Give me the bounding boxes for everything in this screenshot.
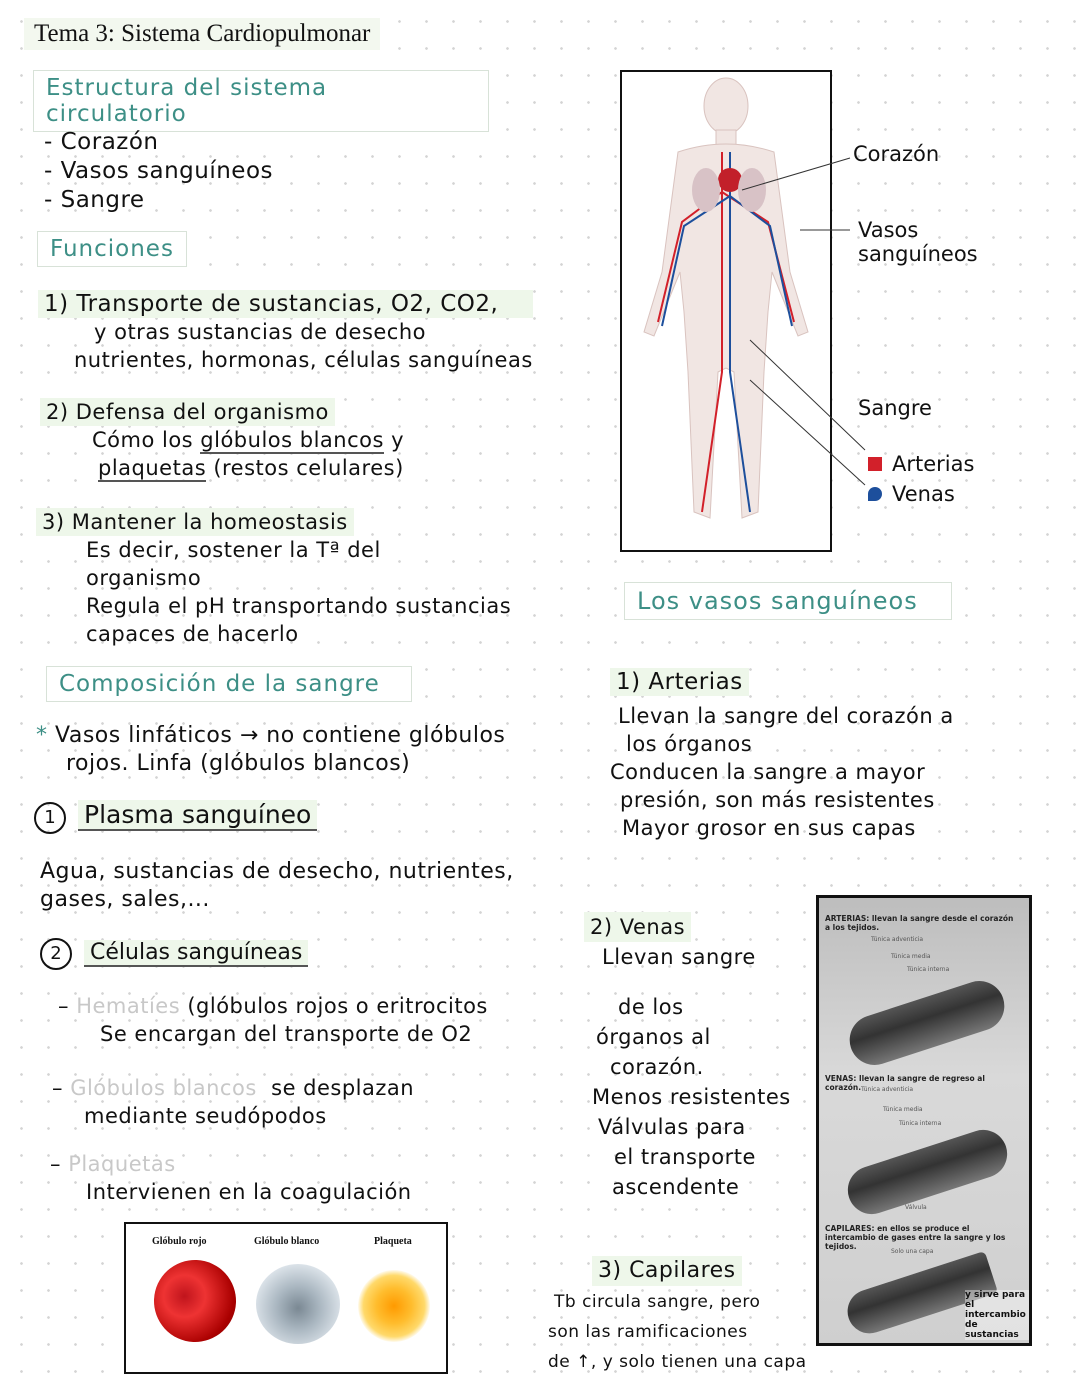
blood-vessels-image xyxy=(816,895,1032,1346)
arterias-section xyxy=(610,668,954,842)
number-badge: 1 xyxy=(34,802,66,834)
plasma-text xyxy=(40,858,514,914)
vasos-heading: Los vasos sanguíneos xyxy=(624,582,952,620)
funcion-3 xyxy=(36,508,511,648)
number-badge: 2 xyxy=(40,938,72,970)
label: Túnica adventicia xyxy=(861,1086,914,1093)
blue-drop-icon xyxy=(868,487,882,501)
text: (glóbulos rojos o eritrocitos xyxy=(187,994,488,1018)
text-line: presión, son más resistentes xyxy=(620,788,935,812)
estructura-heading: Estructura del sistema circulatorio xyxy=(33,70,489,132)
funcion-1 xyxy=(38,290,533,374)
side-note xyxy=(965,1290,1029,1340)
celula-item: – Hematíes (glóbulos rojos o eritrocitos Se encargan del transporte de O2 xyxy=(58,994,488,1046)
vein-icon xyxy=(842,1124,1014,1221)
text: (restos celulares) xyxy=(206,456,404,480)
venas-title: 2) Venas xyxy=(584,912,691,942)
plasma-title: Plasma sanguíneo xyxy=(78,800,317,831)
text-line: Mayor grosor en sus capas xyxy=(622,816,916,840)
arterias-title: 1) Arterias xyxy=(610,668,749,696)
celula-name: Glóbulos blancos xyxy=(70,1076,257,1100)
text-line: de los xyxy=(618,995,684,1019)
label-sangre: Sangre xyxy=(858,396,932,420)
label-vasos: Vasos sanguíneos xyxy=(858,218,978,266)
white-blood-cell-icon xyxy=(256,1264,340,1344)
text: se desplazan xyxy=(271,1076,415,1100)
text-line: y sirve para xyxy=(965,1290,1026,1300)
red-blood-cell-icon xyxy=(142,1248,247,1353)
text: y xyxy=(383,428,405,452)
text: Cómo los xyxy=(92,428,201,452)
text-line: Llevan la sangre del corazón a xyxy=(618,704,954,728)
text-line: órganos al xyxy=(596,1025,711,1049)
list-item: - Sangre xyxy=(44,187,145,213)
text-line: organismo xyxy=(86,566,202,590)
text: Intervienen en la coagulación xyxy=(86,1180,412,1204)
text-line: ascendente xyxy=(612,1175,740,1199)
text-line: Conducen la sangre a mayor xyxy=(610,760,926,784)
legend-venas xyxy=(868,482,955,506)
capilares-section xyxy=(548,1256,807,1377)
text-line: los órganos xyxy=(626,732,753,756)
linfa-note xyxy=(36,722,505,778)
text-line: el transporte xyxy=(614,1145,756,1169)
list-item: - Corazón xyxy=(44,129,159,155)
text-line: Es decir, sostener la Tª del xyxy=(86,538,381,562)
caption: ARTERIAS: llevan la sangre desde el corazón a los tejidos. xyxy=(825,914,1014,932)
star-icon: * xyxy=(36,723,48,748)
legend-label: Arterias xyxy=(892,452,975,476)
text-line: Agua, sustancias de desecho, nutrientes, xyxy=(40,859,514,884)
celula-item: – Plaquetas Intervienen en la coagulación xyxy=(50,1152,412,1204)
blood-cells-image xyxy=(124,1222,448,1374)
label: Válvula xyxy=(905,1204,927,1211)
celula-name: Plaquetas xyxy=(68,1152,176,1176)
text-line: de ↑, y solo tienen una capa xyxy=(548,1352,807,1372)
list-item: - Vasos sanguíneos xyxy=(44,158,274,184)
label: Túnica adventicia xyxy=(871,936,924,943)
text-line: Válvulas para xyxy=(598,1115,746,1139)
platelet-icon xyxy=(358,1270,430,1342)
label: Túnica interna xyxy=(907,966,950,973)
page-title: Tema 3: Sistema Cardiopulmonar xyxy=(24,18,380,50)
text-line: y otras sustancias de desecho xyxy=(94,320,427,344)
text-line: capaces de hacerlo xyxy=(86,622,299,646)
funcion-title: 3) Mantener la homeostasis xyxy=(36,508,354,536)
text-line: Llevan sangre xyxy=(602,945,756,969)
celula-item: – Glóbulos blancos se desplazan mediante seudópodos xyxy=(52,1076,415,1128)
text-line: Vasos linfáticos → no contiene glóbulos xyxy=(55,723,506,748)
text-line: nutrientes, hormonas, células sanguíneas xyxy=(74,348,533,372)
label: Glóbulo blanco xyxy=(254,1236,320,1247)
venas-section xyxy=(584,912,791,1202)
funcion-title: 1) Transporte de sustancias, O2, CO2, xyxy=(38,290,533,318)
label: Glóbulo rojo xyxy=(152,1236,207,1247)
text: glóbulos blancos xyxy=(200,428,384,452)
celulas-title: Células sanguíneas xyxy=(84,940,308,967)
text-line: Tb circula sangre, pero xyxy=(554,1292,761,1312)
artery-icon xyxy=(843,975,1011,1072)
text: Se encargan del transporte de O2 xyxy=(100,1022,473,1046)
celula-name: Hematíes xyxy=(76,994,181,1018)
label: Plaqueta xyxy=(374,1236,412,1247)
label: Túnica media xyxy=(891,953,931,960)
celulas-heading xyxy=(40,938,308,970)
funcion-title: 2) Defensa del organismo xyxy=(40,398,335,426)
composicion-heading: Composición de la sangre xyxy=(46,666,412,702)
text-line: rojos. Linfa (glóbulos blancos) xyxy=(66,751,411,776)
text-line: de sustancias xyxy=(965,1320,1019,1340)
estructura-list xyxy=(44,128,273,215)
funciones-heading: Funciones xyxy=(37,231,187,267)
text-line: gases, sales,... xyxy=(40,887,210,912)
caption: VENAS: llevan la sangre de regreso al corazón. xyxy=(825,1074,985,1092)
label: Túnica media xyxy=(883,1106,923,1113)
text: plaquetas xyxy=(98,456,207,480)
legend-arterias xyxy=(868,452,974,476)
text: mediante seudópodos xyxy=(84,1104,327,1128)
plasma-heading xyxy=(34,800,317,834)
text-line: son las ramificaciones xyxy=(548,1322,748,1342)
label: Túnica interna xyxy=(899,1120,942,1127)
capilares-title: 3) Capilares xyxy=(592,1256,742,1286)
label: Solo una capa xyxy=(891,1248,934,1255)
text-line: Menos resistentes xyxy=(592,1085,791,1109)
text-line: Regula el pH transportando sustancias xyxy=(86,594,512,618)
legend-label: Venas xyxy=(892,482,955,506)
caption: CAPILARES: en ellos se produce el intercambio de gases entre la sangre y los tejidos. xyxy=(825,1224,1006,1251)
funcion-2 xyxy=(40,398,404,482)
text-line: el intercambio xyxy=(965,1300,1026,1320)
red-square-icon xyxy=(868,457,882,471)
label-leader-lines xyxy=(740,150,880,500)
label-corazon: Corazón xyxy=(853,142,940,166)
text-line: corazón. xyxy=(610,1055,704,1079)
